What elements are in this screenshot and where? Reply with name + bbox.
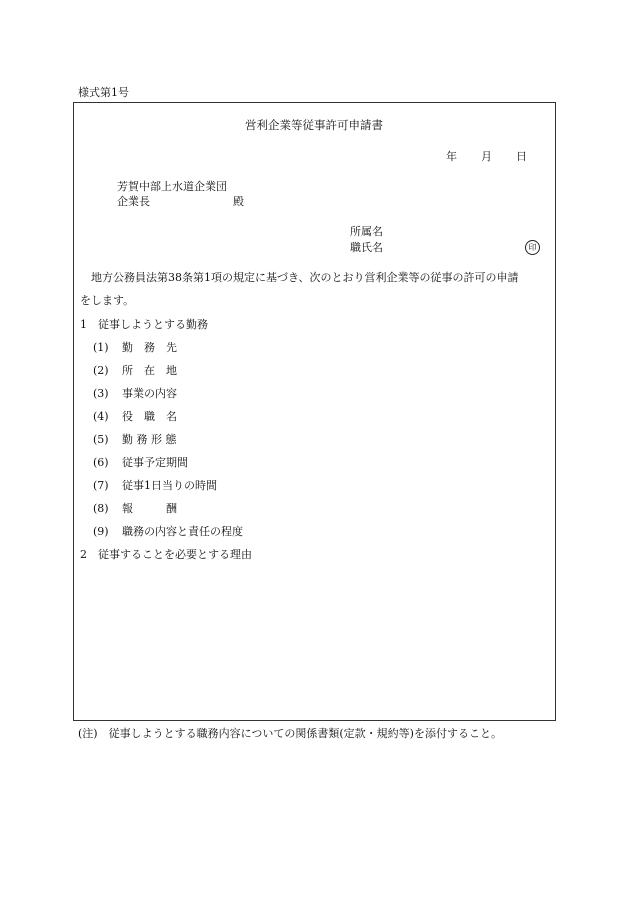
item-num: (1) [93,341,109,354]
item-label: 従事予定期間 [122,456,188,469]
item-label: 役 職 名 [122,410,177,423]
item-label: 勤 務 先 [122,341,177,354]
item-label: 職務の内容と責任の程度 [122,525,243,538]
item-label: 従事1日当りの時間 [122,479,217,492]
applicant-affiliation-label: 所属名 [350,225,383,238]
intro-line-1: 地方公務員法第38条第1項の規定に基づき、次のとおり営利企業等の従事の許可の申請 [91,271,519,284]
item-num: (8) [93,502,109,515]
item-num: (4) [93,410,109,423]
item-num: (5) [93,433,109,446]
item-label: 報 酬 [122,502,177,515]
date-year-label: 年 [446,150,457,163]
item-num: (6) [93,456,109,469]
item-label: 事業の内容 [122,387,177,400]
section1-heading: 1 従事しようとする勤務 [80,318,208,331]
item-num: (3) [93,387,109,400]
item-num: (9) [93,525,109,538]
applicant-name-label: 職氏名 [350,241,383,254]
item-label: 勤 務 形 態 [122,433,177,446]
date-day-label: 日 [516,150,527,163]
item-num: (2) [93,364,109,377]
footnote: (注) 従事しようとする職務内容についての関係書類(定款・規約等)を添付すること。 [78,727,502,740]
item-num: (7) [93,479,109,492]
intro-line-2: をします。 [80,294,135,307]
addressee-organization: 芳賀中部上水道企業団 [117,180,227,193]
item-label: 所 在 地 [122,364,177,377]
section2-heading: 2 従事することを必要とする理由 [80,548,252,561]
addressee-honorific: 殿 [233,195,244,208]
form-number: 様式第1号 [78,86,129,99]
seal-mark: 印 [525,240,540,255]
form-title: 営利企業等従事許可申請書 [245,118,383,132]
addressee-position: 企業長 [117,195,150,208]
date-month-label: 月 [481,150,492,163]
